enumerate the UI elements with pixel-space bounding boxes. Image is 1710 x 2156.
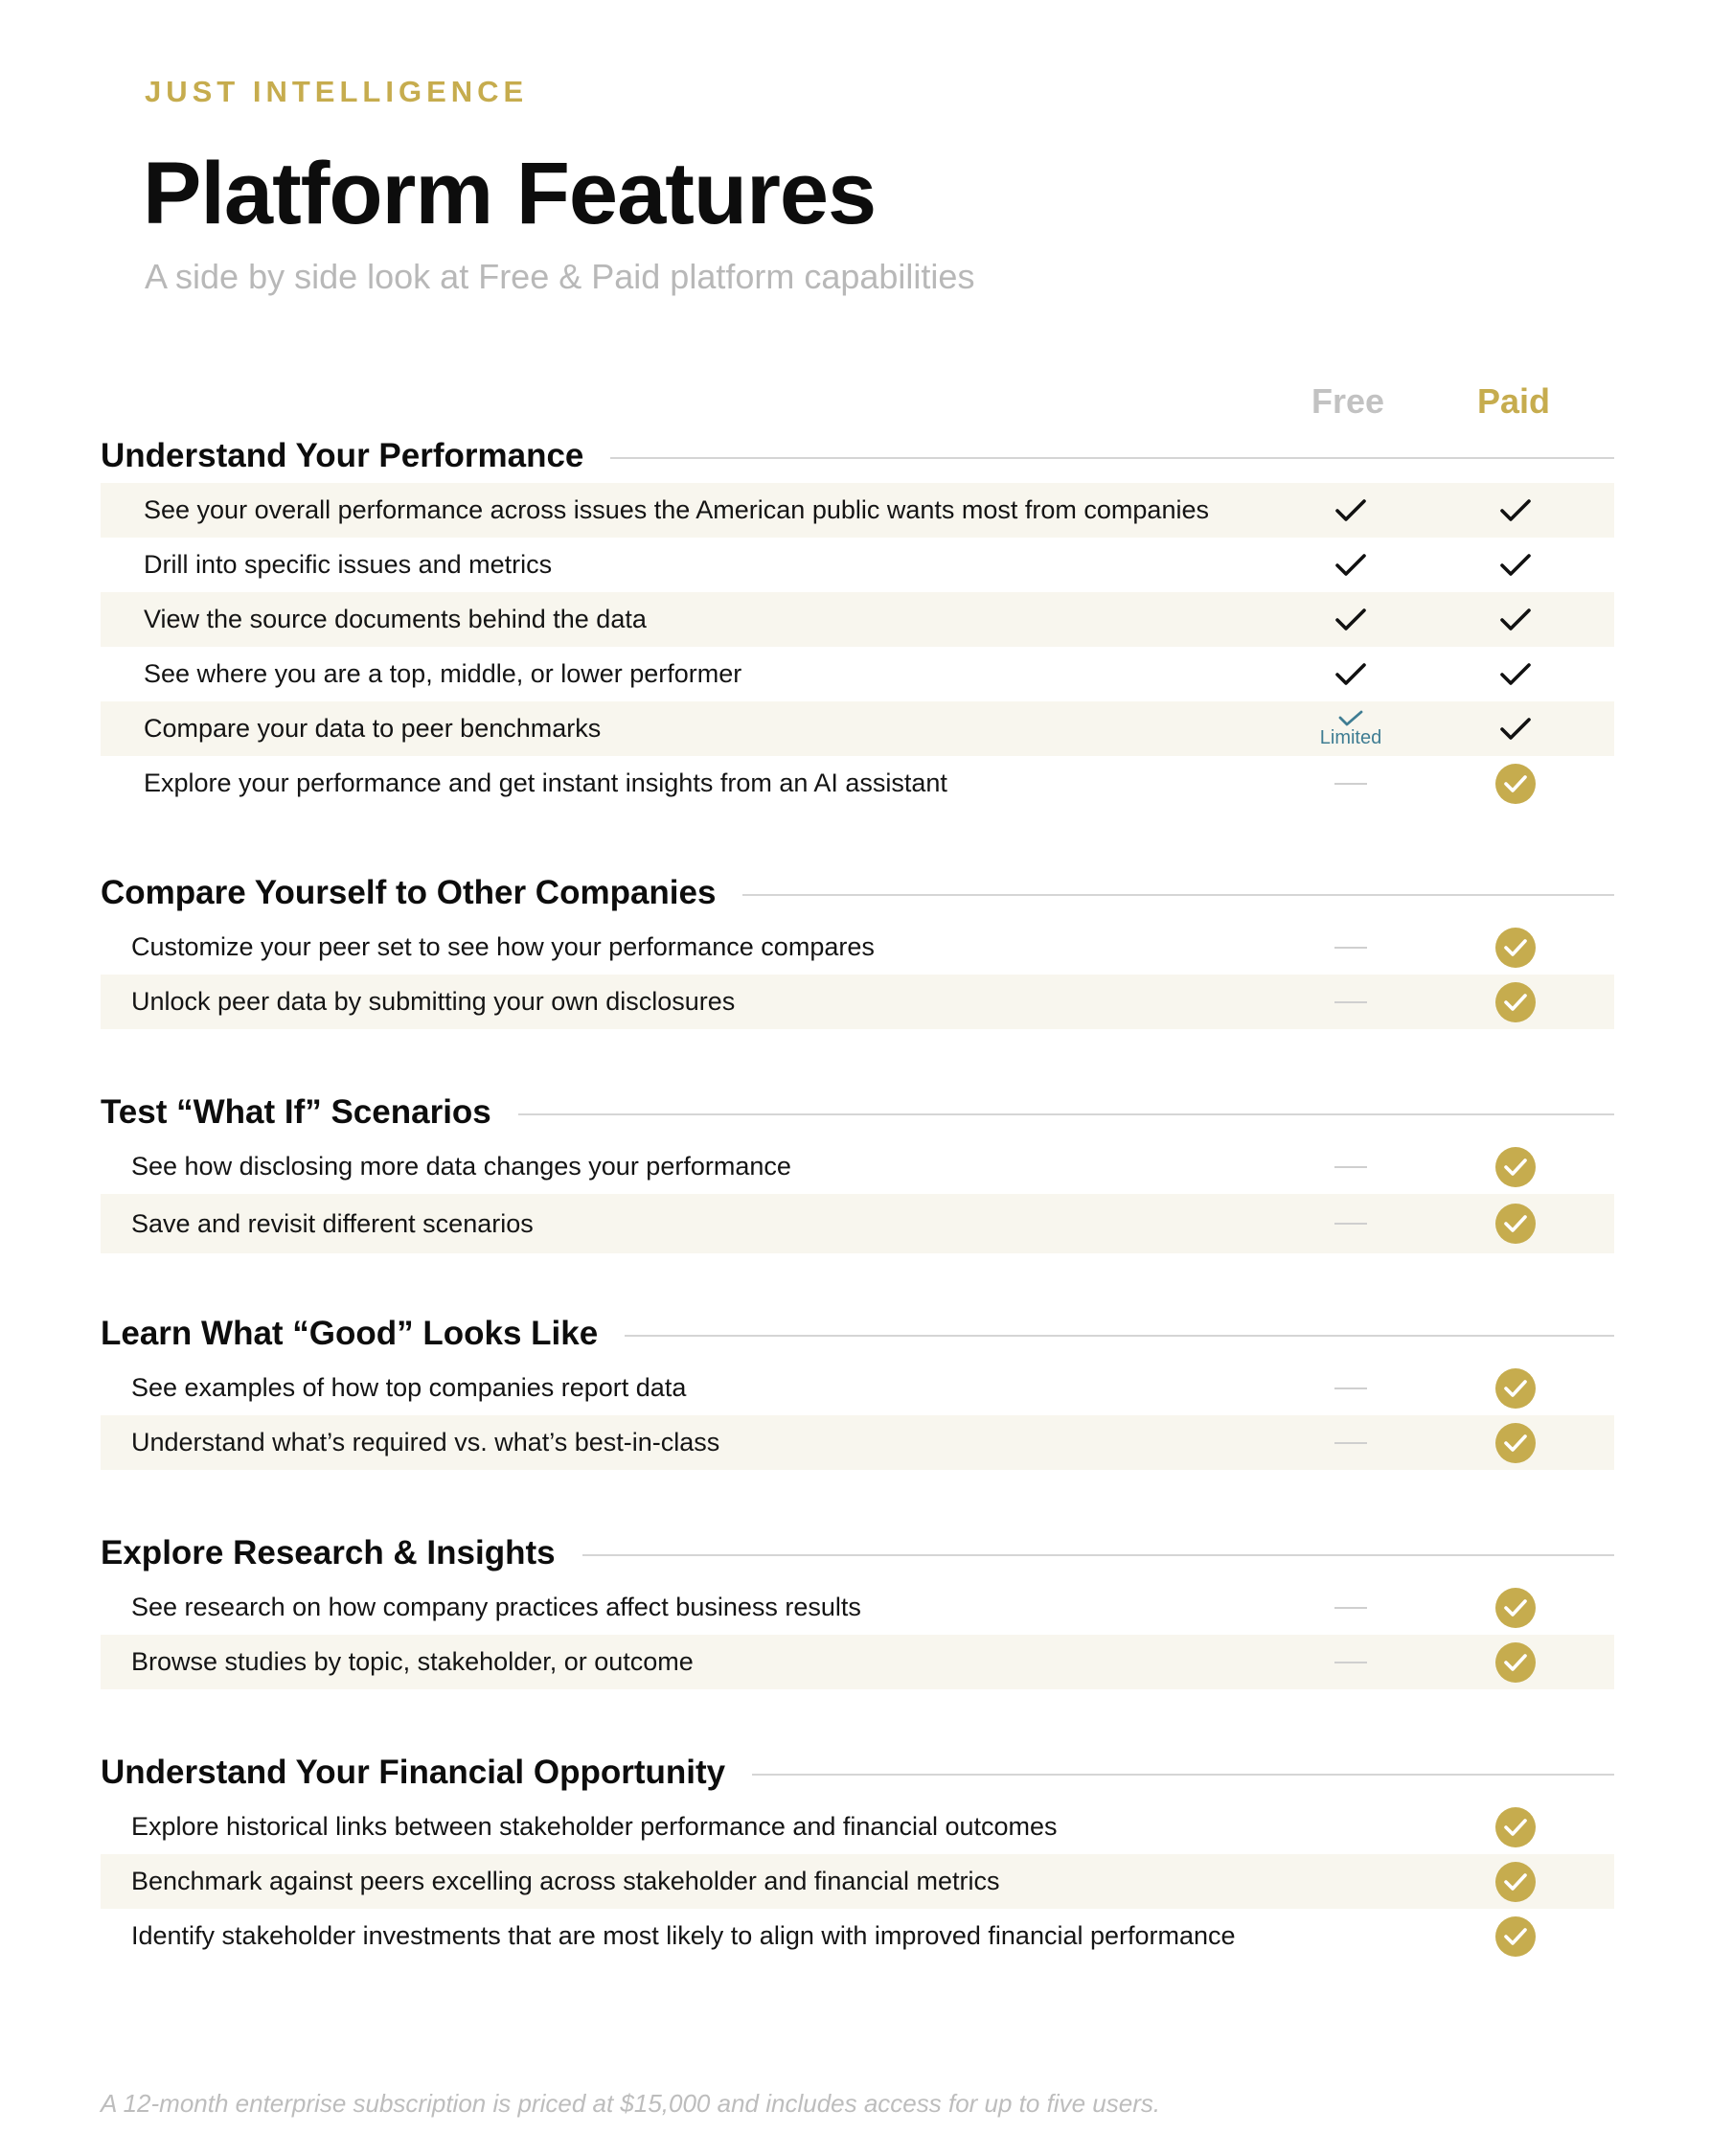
free-availability-cell	[1303, 647, 1399, 701]
gold-check-circle-icon	[1495, 764, 1536, 804]
pricing-footnote: A 12-month enterprise subscription is priced at $15,000 and includes access for up to five users.	[101, 2089, 1161, 2118]
free-availability-cell	[1303, 1854, 1399, 1909]
feature-row	[101, 1635, 1614, 1689]
free-availability-cell	[1303, 1139, 1399, 1194]
eyebrow-label: JUST INTELLIGENCE	[145, 75, 529, 108]
section-title: Understand Your Financial Opportunity	[101, 1746, 752, 1800]
dash-icon	[1334, 1662, 1367, 1663]
column-header-paid: Paid	[1476, 381, 1551, 421]
section-title: Compare Yourself to Other Companies	[101, 866, 742, 920]
dash-icon	[1334, 1442, 1367, 1444]
section-title: Test “What If” Scenarios	[101, 1086, 518, 1139]
check-icon	[1499, 661, 1532, 688]
free-availability-cell	[1303, 920, 1399, 975]
feature-label: Unlock peer data by submitting your own disclosures	[131, 987, 736, 1016]
limited-label: Limited	[1319, 727, 1382, 748]
feature-label: Browse studies by topic, stakeholder, or outcome	[131, 1647, 694, 1676]
paid-availability-cell	[1468, 1580, 1563, 1635]
section-header	[101, 1086, 1614, 1139]
feature-row	[101, 538, 1614, 592]
paid-availability-cell	[1468, 1139, 1563, 1194]
feature-row	[101, 920, 1614, 975]
paid-availability-cell	[1468, 538, 1563, 592]
free-availability-cell	[1303, 701, 1399, 756]
paid-availability-cell	[1468, 1361, 1563, 1415]
free-availability-cell	[1303, 1194, 1399, 1253]
feature-row	[101, 1415, 1614, 1470]
gold-check-circle-icon	[1495, 1642, 1536, 1683]
feature-row	[101, 1854, 1614, 1909]
feature-label: Explore historical links between stakeholder performance and financial outcomes	[131, 1812, 1058, 1841]
dash-icon	[1334, 783, 1367, 785]
paid-availability-cell	[1468, 1415, 1563, 1470]
feature-label: View the source documents behind the data	[144, 605, 647, 633]
feature-row	[101, 1909, 1614, 1963]
feature-row	[101, 756, 1614, 811]
feature-row	[101, 647, 1614, 701]
check-icon	[1334, 497, 1367, 524]
gold-check-circle-icon	[1495, 1368, 1536, 1409]
feature-label: Save and revisit different scenarios	[131, 1208, 534, 1238]
gold-check-circle-icon	[1495, 928, 1536, 968]
paid-availability-cell	[1468, 1909, 1563, 1963]
section-header	[101, 1746, 1614, 1800]
free-availability-cell	[1303, 592, 1399, 647]
free-availability-cell	[1303, 975, 1399, 1029]
gold-check-circle-icon	[1495, 1807, 1536, 1847]
feature-section	[101, 1307, 1614, 1470]
feature-label: See how disclosing more data changes your performance	[131, 1152, 791, 1181]
feature-label: Understand what’s required vs. what’s best-in-class	[131, 1428, 720, 1456]
feature-label: Compare your data to peer benchmarks	[144, 714, 602, 743]
check-icon	[1334, 661, 1367, 688]
paid-availability-cell	[1468, 1635, 1563, 1689]
paid-availability-cell	[1468, 920, 1563, 975]
dash-icon	[1334, 1166, 1367, 1168]
paid-availability-cell	[1468, 483, 1563, 538]
free-availability-cell	[1303, 1800, 1399, 1854]
feature-section	[101, 1526, 1614, 1689]
paid-availability-cell	[1468, 1800, 1563, 1854]
paid-availability-cell	[1468, 1854, 1563, 1909]
free-availability-cell	[1303, 1580, 1399, 1635]
check-icon	[1334, 552, 1367, 579]
column-header-free: Free	[1311, 381, 1385, 421]
gold-check-circle-icon	[1495, 1862, 1536, 1902]
paid-availability-cell	[1468, 701, 1563, 756]
feature-label: Customize your peer set to see how your performance compares	[131, 932, 875, 961]
section-title: Learn What “Good” Looks Like	[101, 1307, 625, 1361]
paid-availability-cell	[1468, 756, 1563, 811]
feature-section	[101, 429, 1614, 811]
section-header	[101, 1526, 1614, 1580]
free-availability-cell	[1303, 756, 1399, 811]
feature-label: Drill into specific issues and metrics	[144, 550, 553, 579]
section-header	[101, 866, 1614, 920]
check-icon	[1499, 607, 1532, 633]
gold-check-circle-icon	[1495, 1916, 1536, 1957]
limited-check-icon	[1338, 710, 1363, 727]
page-subtitle: A side by side look at Free & Paid platform capabilities	[145, 257, 975, 296]
feature-label: See research on how company practices affect business results	[131, 1593, 861, 1621]
free-availability-cell	[1303, 483, 1399, 538]
section-title: Explore Research & Insights	[101, 1526, 582, 1580]
paid-availability-cell	[1468, 975, 1563, 1029]
section-header	[101, 429, 1614, 483]
gold-check-circle-icon	[1495, 1147, 1536, 1187]
feature-row	[101, 483, 1614, 538]
feature-label: Benchmark against peers excelling across stakeholder and financial metrics	[131, 1867, 1000, 1895]
paid-availability-cell	[1468, 647, 1563, 701]
feature-row	[101, 1139, 1614, 1194]
free-availability-cell	[1303, 1635, 1399, 1689]
feature-row	[101, 1361, 1614, 1415]
dash-icon	[1334, 1388, 1367, 1389]
feature-section	[101, 1086, 1614, 1253]
gold-check-circle-icon	[1495, 1588, 1536, 1628]
paid-availability-cell	[1468, 592, 1563, 647]
feature-label: See where you are a top, middle, or lower performer	[144, 659, 742, 688]
feature-section	[101, 866, 1614, 1029]
feature-label: See your overall performance across issues the American public wants most from companies	[144, 495, 1209, 524]
paid-availability-cell	[1468, 1194, 1563, 1253]
feature-row	[101, 701, 1614, 756]
dash-icon	[1334, 1223, 1367, 1225]
check-icon	[1499, 552, 1532, 579]
free-availability-cell	[1303, 1415, 1399, 1470]
gold-check-circle-icon	[1495, 1204, 1536, 1244]
dash-icon	[1334, 947, 1367, 949]
page-title: Platform Features	[143, 145, 877, 242]
check-icon	[1334, 607, 1367, 633]
feature-row	[101, 592, 1614, 647]
feature-label: See examples of how top companies report data	[131, 1373, 687, 1402]
dash-icon	[1334, 1001, 1367, 1003]
feature-section	[101, 1746, 1614, 1963]
gold-check-circle-icon	[1495, 1423, 1536, 1463]
free-availability-cell	[1303, 538, 1399, 592]
free-availability-cell	[1303, 1909, 1399, 1963]
gold-check-circle-icon	[1495, 982, 1536, 1022]
feature-row	[101, 975, 1614, 1029]
section-title: Understand Your Performance	[101, 429, 610, 483]
feature-row	[101, 1194, 1614, 1253]
section-header	[101, 1307, 1614, 1361]
free-availability-cell	[1303, 1361, 1399, 1415]
check-icon	[1499, 716, 1532, 743]
feature-label: Identify stakeholder investments that are most likely to align with improved financial performance	[131, 1921, 1236, 1950]
feature-row	[101, 1800, 1614, 1854]
feature-row	[101, 1580, 1614, 1635]
dash-icon	[1334, 1607, 1367, 1609]
check-icon	[1499, 497, 1532, 524]
feature-label: Explore your performance and get instant insights from an AI assistant	[144, 768, 947, 797]
